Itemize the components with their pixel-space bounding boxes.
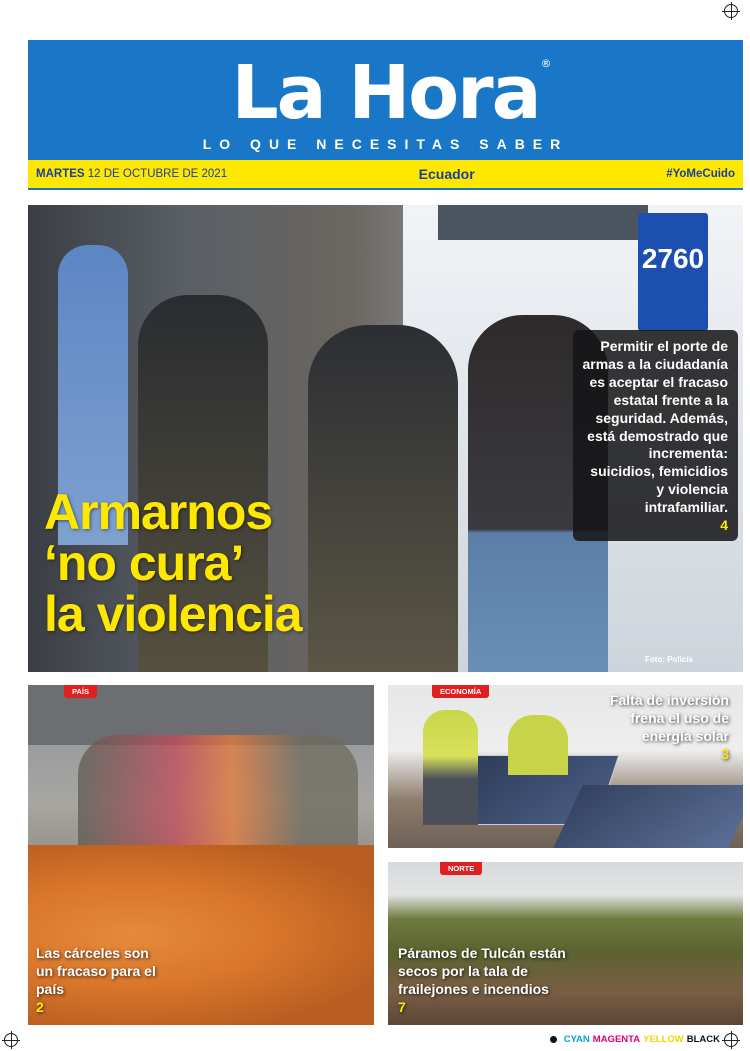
photo-police-officer [308,325,458,672]
color-black: BLACK [686,1034,720,1045]
section-tag-economia: ECONOMÍA [432,685,489,698]
newspaper-logo[interactable] [231,40,552,136]
story-headline-text: Falta de inversión frena el uso de energía solar [609,692,729,744]
lead-quote-text: Permitir el porte de armas a la ciudadanía es aceptar el fracaso estatal frente a la seguridad. Además, está demostrado que incrementa: suicidios, femicidios y violencia intrafamiliar. [582,338,728,516]
lead-quote-box [573,330,738,541]
issue-weekday: MARTES [36,168,85,180]
logo-text: La Hora [231,50,540,136]
registration-mark-bottom-right-icon [724,1033,738,1047]
photo-worker [508,715,568,775]
campaign-hashtag[interactable]: #YoMeCuido [666,168,735,180]
color-cyan: CYAN [563,1034,590,1045]
edition-section: Ecuador [418,166,475,182]
story-economia[interactable] [388,685,743,848]
story-page-number: 3 [721,745,729,762]
lead-headline-line: ‘no cura’ [44,535,244,591]
issue-date-text: 12 DE OCTUBRE DE 2021 [87,168,228,180]
story-headline-text: Páramos de Tulcán están secos por la tala de frailejones e incendios [398,945,566,997]
story-norte[interactable] [388,862,743,1025]
color-bar-dot-icon [550,1036,557,1043]
story-headline[interactable] [398,945,568,1017]
photo-bus-window [438,205,648,240]
story-headline[interactable] [36,945,166,1017]
bus-number-plate: 2760 [638,213,708,331]
lead-story[interactable] [28,205,743,672]
section-tag-pais: PAÍS [64,685,97,698]
lead-headline[interactable] [44,484,302,642]
registered-mark: ® [540,57,552,70]
photo-guards-and-officials [78,735,358,845]
story-page-number: 2 [36,998,44,1015]
story-headline-text: Las cárceles son un fracaso para el país [36,945,156,997]
story-page-number: 7 [398,998,406,1015]
photo-worker [423,710,478,825]
print-color-bar [550,1034,720,1045]
story-headline[interactable] [594,692,729,764]
lead-headline-line: la violencia [44,586,302,642]
registration-mark-bottom-left-icon [4,1033,18,1047]
photo-solar-panel [553,785,743,848]
lead-page-number: 4 [720,517,728,534]
masthead [28,40,743,158]
issue-date [36,168,227,180]
registration-mark-top-right-icon [724,4,738,18]
story-pais[interactable] [28,685,374,1025]
section-tag-norte: NORTE [440,862,482,875]
photo-credit: Foto: Policía [645,655,693,664]
color-yellow: YELLOW [643,1034,684,1045]
color-magenta: MAGENTA [592,1034,641,1045]
tagline: LO QUE NECESITAS SABER [202,136,569,152]
lead-headline-line: Armarnos [44,484,273,540]
dateline-bar [28,158,743,190]
